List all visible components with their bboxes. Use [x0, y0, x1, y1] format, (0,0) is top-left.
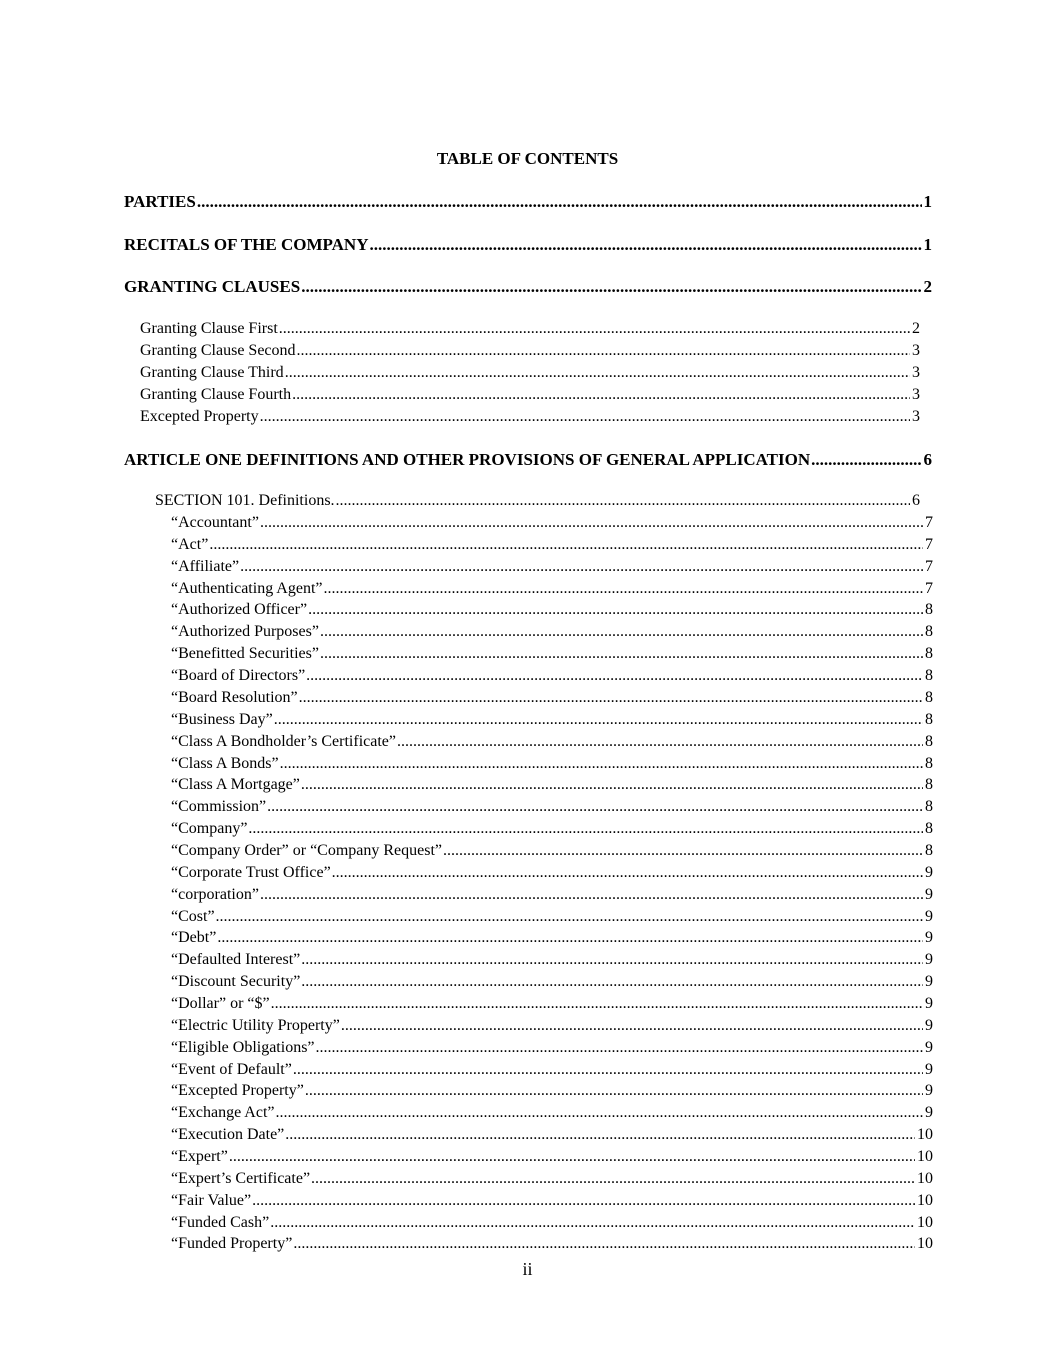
- toc-entry-definition[interactable]: [171, 534, 933, 556]
- toc-entry-granting-clause-third[interactable]: [140, 362, 920, 384]
- toc-entry-page: 8: [925, 645, 933, 663]
- toc-entry-definition[interactable]: [171, 884, 933, 906]
- toc-entry-page: 10: [917, 1213, 933, 1231]
- toc-entry-label: “Exchange Act”: [171, 1104, 275, 1122]
- toc-entry-page: 7: [925, 579, 933, 597]
- dot-leader: [270, 1212, 915, 1234]
- toc-entry-page: 8: [925, 798, 933, 816]
- dot-leader: [811, 449, 921, 471]
- toc-entry-definition[interactable]: [171, 949, 933, 971]
- toc-entry-page: 8: [925, 667, 933, 684]
- toc-entry-page: 10: [917, 1235, 933, 1253]
- toc-entry-label: “Class A Mortgage”: [171, 776, 300, 794]
- dot-leader: [341, 1015, 923, 1037]
- toc-entry-label: PARTIES: [124, 192, 196, 211]
- dot-leader: [292, 384, 910, 406]
- toc-entry-definition[interactable]: [171, 1102, 933, 1124]
- toc-entry-recitals[interactable]: [124, 234, 932, 256]
- toc-entry-label: “corporation”: [171, 885, 259, 903]
- dot-leader: [316, 1037, 923, 1059]
- dot-leader: [217, 927, 923, 949]
- dot-leader: [260, 512, 923, 534]
- toc-entry-definition[interactable]: [171, 1124, 933, 1146]
- toc-entry-label: “Class A Bondholder’s Certificate”: [171, 732, 396, 750]
- toc-entry-page: 3: [912, 386, 920, 403]
- toc-entry-page: 8: [925, 841, 933, 859]
- toc-entry-label: “Event of Default”: [171, 1060, 292, 1078]
- toc-entry-definition[interactable]: [171, 818, 933, 840]
- toc-entry-page: 9: [925, 1016, 933, 1034]
- toc-entry-page: 2: [923, 277, 932, 296]
- toc-entry-page: 10: [917, 1169, 933, 1187]
- dot-leader: [306, 665, 923, 687]
- toc-entry-article-one[interactable]: [124, 449, 932, 471]
- dot-leader: [279, 318, 910, 340]
- toc-entry-label: Granting Clause Second: [140, 342, 296, 359]
- toc-entry-label: “Funded Property”: [171, 1235, 293, 1253]
- toc-entry-definition[interactable]: [171, 599, 933, 621]
- toc-entry-granting-clause-second[interactable]: [140, 340, 920, 362]
- toc-entry-section-101[interactable]: [155, 490, 920, 512]
- toc-entry-label: “Authorized Purposes”: [171, 623, 319, 641]
- toc-entry-label: “Cost”: [171, 907, 215, 925]
- toc-entry-label: “Execution Date”: [171, 1126, 285, 1144]
- toc-entry-page: 9: [925, 929, 933, 947]
- toc-entry-label: ARTICLE ONE DEFINITIONS AND OTHER PROVISIONS OF GENERAL APPLICATION: [124, 450, 811, 469]
- toc-entry-label: “Accountant”: [171, 514, 259, 531]
- dot-leader: [197, 191, 922, 213]
- toc-entry-page: 6: [912, 492, 920, 509]
- toc-entry-page: 9: [925, 907, 933, 925]
- toc-entry-page: 2: [912, 320, 920, 337]
- toc-entry-excepted-property[interactable]: [140, 406, 920, 428]
- dot-leader: [293, 1233, 915, 1255]
- toc-entry-page: 8: [925, 623, 933, 641]
- toc-entry-definition[interactable]: [171, 731, 933, 753]
- toc-entry-page: 8: [925, 754, 933, 772]
- toc-entry-page: 9: [925, 1038, 933, 1056]
- toc-entry-page: 3: [912, 408, 920, 425]
- toc-entry-definition[interactable]: [171, 1233, 933, 1255]
- dot-leader: [280, 753, 923, 775]
- toc-entry-label: “Discount Security”: [171, 973, 301, 991]
- toc-entry-definition[interactable]: [171, 512, 933, 534]
- toc-entry-label: “Expert’s Certificate”: [171, 1169, 311, 1187]
- toc-entry-page: 9: [925, 1060, 933, 1078]
- toc-entry-label: “Board of Directors”: [171, 667, 306, 684]
- toc-entry-definition[interactable]: [171, 906, 933, 928]
- dot-leader: [299, 687, 923, 709]
- toc-entry-label: “Excepted Property”: [171, 1082, 304, 1100]
- toc-entry-granting-clause-fourth[interactable]: [140, 384, 920, 406]
- toc-entry-definition[interactable]: [171, 993, 933, 1015]
- toc-entry-page: 10: [917, 1147, 933, 1165]
- toc-entry-label: “Dollar” or “$”: [171, 994, 270, 1012]
- dot-leader: [308, 599, 923, 621]
- dot-leader: [369, 234, 921, 256]
- dot-leader: [443, 840, 923, 862]
- toc-entry-label: “Affiliate”: [171, 557, 240, 575]
- toc-entry-definition[interactable]: [171, 796, 933, 818]
- toc-entry-page: 1: [923, 235, 932, 254]
- dot-leader: [305, 1080, 923, 1102]
- toc-entry-label: “Board Resolution”: [171, 688, 298, 706]
- dot-leader: [301, 949, 923, 971]
- dot-leader: [271, 993, 923, 1015]
- toc-entry-label: “Authorized Officer”: [171, 601, 308, 619]
- dot-leader: [301, 276, 921, 298]
- dot-leader: [252, 1190, 915, 1212]
- toc-entry-definition[interactable]: [171, 1059, 933, 1081]
- toc-entry-definition[interactable]: [171, 1146, 933, 1168]
- toc-entry-definition[interactable]: [171, 1190, 933, 1212]
- toc-entry-definition[interactable]: [171, 753, 933, 775]
- dot-leader: [336, 490, 910, 512]
- dot-leader: [301, 774, 923, 796]
- toc-entry-page: 10: [917, 1126, 933, 1144]
- toc-entry-granting-clause-first[interactable]: [140, 318, 920, 340]
- dot-leader: [216, 906, 923, 928]
- dot-leader: [297, 340, 910, 362]
- toc-entry-page: 7: [925, 514, 933, 531]
- toc-entry-label: “Class A Bonds”: [171, 754, 279, 772]
- toc-entry-definition[interactable]: [171, 1080, 933, 1102]
- toc-entry-page: 9: [925, 1082, 933, 1100]
- dot-leader: [267, 796, 923, 818]
- toc-entry-definition[interactable]: [171, 971, 933, 993]
- toc-entry-page: 3: [912, 342, 920, 359]
- toc-entry-definition[interactable]: [171, 578, 933, 600]
- toc-entry-page: 8: [925, 710, 933, 728]
- toc-entry-label: “Authenticating Agent”: [171, 579, 323, 597]
- toc-entry-definition[interactable]: [171, 556, 933, 578]
- toc-entry-label: “Corporate Trust Office”: [171, 863, 331, 881]
- toc-entry-definition[interactable]: [171, 665, 933, 687]
- toc-entry-page: 9: [925, 1104, 933, 1122]
- toc-entry-definition[interactable]: [171, 709, 933, 731]
- toc-entry-definition[interactable]: [171, 1212, 933, 1234]
- toc-entry-page: 9: [925, 994, 933, 1012]
- dot-leader: [332, 862, 923, 884]
- toc-entry-page: 8: [925, 732, 933, 750]
- toc-entry-definition[interactable]: [171, 862, 933, 884]
- toc-entry-page: 7: [925, 535, 933, 553]
- toc-entry-definition[interactable]: [171, 774, 933, 796]
- toc-entry-label: “Company”: [171, 820, 248, 837]
- dot-leader: [311, 1168, 915, 1190]
- toc-entry-page: 9: [925, 863, 933, 881]
- dot-leader: [260, 406, 910, 428]
- dot-leader: [397, 731, 923, 753]
- toc-entry-definition[interactable]: [171, 927, 933, 949]
- toc-entry-page: 9: [925, 885, 933, 903]
- toc-entry-definition[interactable]: [171, 687, 933, 709]
- toc-entry-label: SECTION 101. Definitions.: [155, 492, 335, 509]
- dot-leader: [209, 534, 923, 556]
- toc-entry-granting-clauses[interactable]: [124, 276, 932, 298]
- toc-entry-label: “Business Day”: [171, 710, 273, 728]
- toc-entry-definition[interactable]: [171, 621, 933, 643]
- toc-entry-definition[interactable]: [171, 1168, 933, 1190]
- toc-entry-label: “Company Order” or “Company Request”: [171, 841, 443, 859]
- page-title: TABLE OF CONTENTS: [436, 149, 619, 168]
- toc-entry-definition[interactable]: [171, 1037, 933, 1059]
- dot-leader: [320, 621, 923, 643]
- toc-entry-page: 1: [923, 192, 932, 211]
- toc-entry-page: 8: [925, 776, 933, 794]
- page-number: ii: [522, 1259, 533, 1279]
- toc-entry-label: “Fair Value”: [171, 1191, 252, 1209]
- toc-entry-page: 9: [925, 951, 933, 969]
- toc-entry-label: “Eligible Obligations”: [171, 1038, 315, 1056]
- dot-leader: [285, 1124, 915, 1146]
- toc-entry-parties[interactable]: [124, 191, 932, 213]
- toc-entry-label: “Electric Utility Property”: [171, 1016, 340, 1034]
- dot-leader: [260, 884, 923, 906]
- toc-entry-page: 10: [917, 1191, 933, 1209]
- toc-entry-page: 9: [925, 973, 933, 991]
- toc-entry-label: “Act”: [171, 535, 209, 553]
- toc-entry-definition[interactable]: [171, 643, 933, 665]
- toc-entry-label: “Expert”: [171, 1147, 228, 1165]
- toc-entry-label: “Funded Cash”: [171, 1213, 270, 1231]
- dot-leader: [285, 362, 910, 384]
- dot-leader: [301, 971, 923, 993]
- toc-entry-definition[interactable]: [171, 1015, 933, 1037]
- dot-leader: [276, 1102, 924, 1124]
- toc-entry-label: Granting Clause First: [140, 320, 278, 337]
- toc-entry-label: Granting Clause Fourth: [140, 386, 292, 403]
- toc-entry-label: Excepted Property: [140, 408, 259, 425]
- dot-leader: [229, 1146, 915, 1168]
- toc-entry-page: 7: [925, 557, 933, 575]
- toc-entry-definition[interactable]: [171, 840, 933, 862]
- toc-entry-label: “Defaulted Interest”: [171, 951, 301, 969]
- toc-entry-label: “Debt”: [171, 929, 217, 947]
- toc-entry-page: 3: [912, 364, 920, 381]
- toc-entry-page: 8: [925, 688, 933, 706]
- toc-entry-page: 8: [925, 601, 933, 619]
- toc-entry-page: 8: [925, 820, 933, 837]
- toc-entry-label: GRANTING CLAUSES: [124, 277, 301, 296]
- toc-entry-page: 6: [923, 450, 932, 469]
- dot-leader: [324, 578, 923, 600]
- toc-entry-label: Granting Clause Third: [140, 364, 284, 381]
- toc-entry-label: RECITALS OF THE COMPANY: [124, 235, 369, 254]
- dot-leader: [248, 818, 923, 840]
- dot-leader: [240, 556, 923, 578]
- dot-leader: [274, 709, 923, 731]
- dot-leader: [293, 1059, 923, 1081]
- toc-entry-label: “Benefitted Securities”: [171, 645, 319, 663]
- toc-entry-label: “Commission”: [171, 798, 267, 816]
- dot-leader: [320, 643, 923, 665]
